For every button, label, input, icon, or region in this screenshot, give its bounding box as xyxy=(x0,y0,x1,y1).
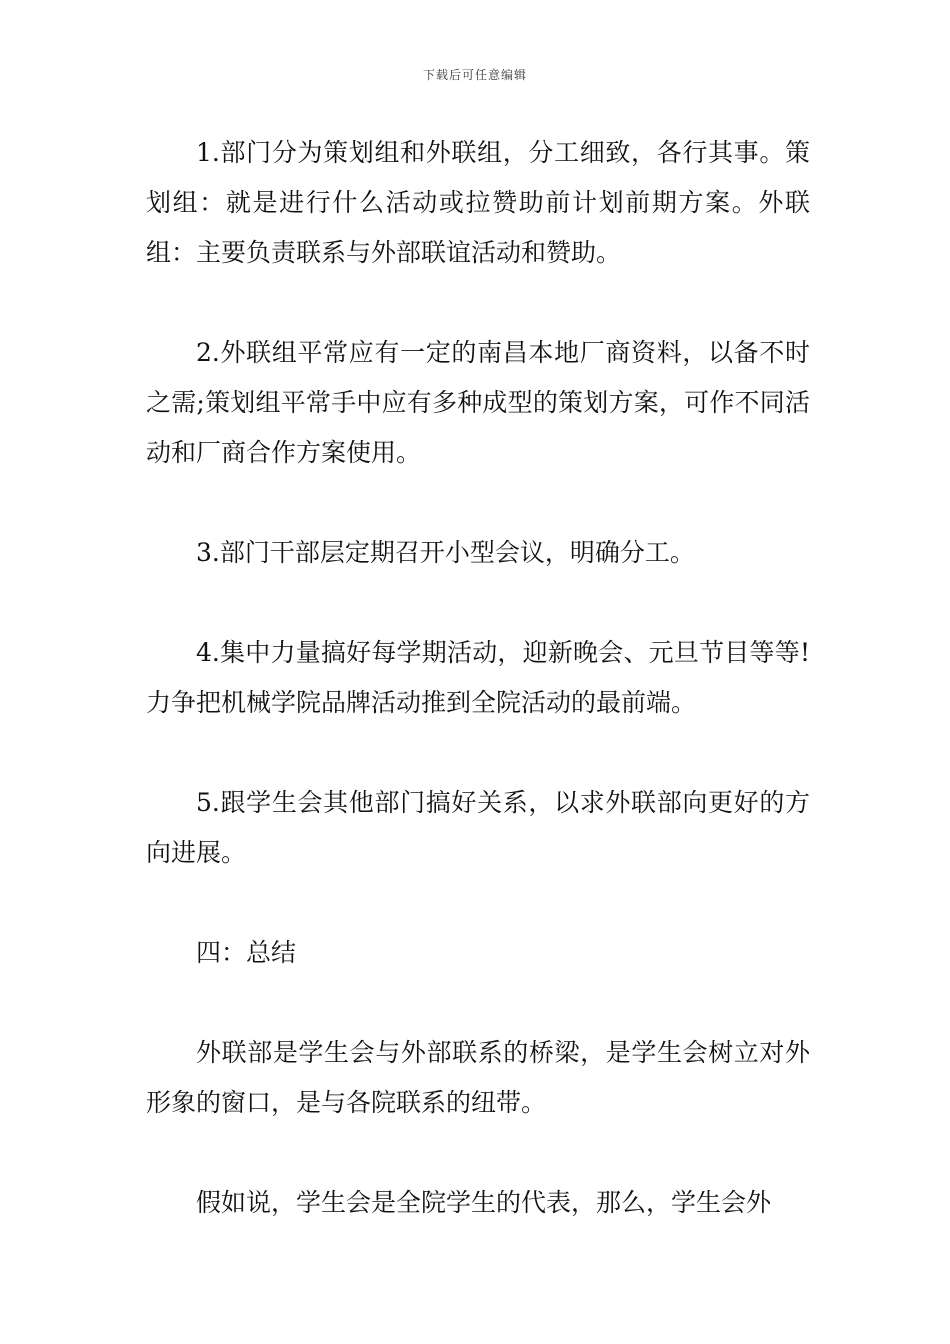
paragraph-gap xyxy=(146,578,810,628)
paragraph-2: 2.外联组平常应有一定的南昌本地厂商资料，以备不时之需;策划组平常手中应有多种成型的策划方案，可作不同活动和厂商合作方案使用。 xyxy=(146,338,810,467)
paragraph-1: 1.部门分为策划组和外联组，分工细致，各行其事。策划组：就是进行什么活动或拉赞助前计划前期方案。外联组：主要负责联系与外部联谊活动和赞助。 xyxy=(146,138,810,267)
paragraph-gap xyxy=(146,478,810,528)
document-body xyxy=(146,128,810,1228)
paragraph-4: 4.集中力量搞好每学期活动，迎新晚会、元旦节目等等!力争把机械学院品牌活动推到全院活动的最前端。 xyxy=(146,638,810,717)
paragraph-summary-2: 假如说，学生会是全院学生的代表，那么，学生会外 xyxy=(196,1188,772,1217)
paragraph-gap xyxy=(146,728,810,778)
paragraph-gap xyxy=(146,878,810,928)
section-heading-summary: 四：总结 xyxy=(196,938,297,967)
paragraph-gap xyxy=(146,278,810,328)
paragraph-gap xyxy=(146,978,810,1028)
paragraph-3: 3.部门干部层定期召开小型会议，明确分工。 xyxy=(196,538,695,567)
paragraph-gap xyxy=(146,1128,810,1178)
paragraph-5: 5.跟学生会其他部门搞好关系，以求外联部向更好的方向进展。 xyxy=(146,788,810,867)
header-note: 下载后可任意编辑 xyxy=(422,68,527,82)
paragraph-summary-1: 外联部是学生会与外部联系的桥梁，是学生会树立对外形象的窗口，是与各院联系的纽带。 xyxy=(146,1038,810,1117)
